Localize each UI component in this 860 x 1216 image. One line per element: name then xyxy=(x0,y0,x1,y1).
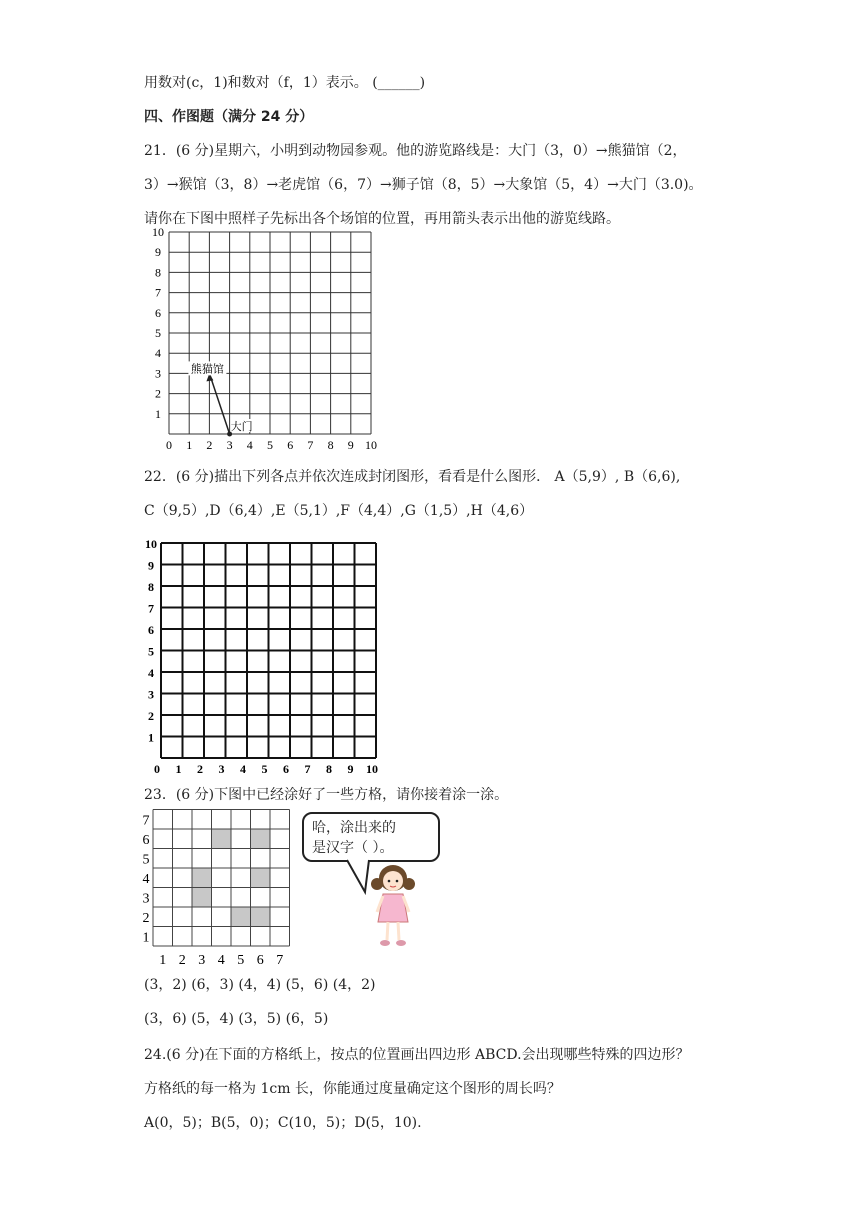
y-tick-label: 3 xyxy=(148,687,154,702)
question-20-tail: 用数对(c，1)和数对（f，1）表示。 (______) xyxy=(144,75,426,91)
zoo-grid xyxy=(140,225,400,456)
y-tick-label: 4 xyxy=(155,346,161,361)
y-tick-label: 1 xyxy=(142,930,150,946)
x-tick-label: 2 xyxy=(178,953,186,968)
shaded-cell xyxy=(212,829,232,849)
y-tick-label: 7 xyxy=(142,813,150,829)
x-tick-label: 2 xyxy=(197,762,203,776)
question-21-line3: 请你在下图中照样子先标出各个场馆的位置，再用箭头表示出他的游览线路。 xyxy=(144,211,620,227)
shaded-cell xyxy=(251,829,271,849)
question-23-points-row1: (3，2) (6，3) (4，4) (5，6) (4，2) xyxy=(144,977,376,993)
question-23-line: 23．(6 分)下图中已经涂好了一些方格，请你接着涂一涂。 xyxy=(144,787,509,803)
x-tick-label: 2 xyxy=(206,438,213,452)
y-tick-label: 2 xyxy=(142,910,150,926)
question-22-line1: 22．(6 分)描出下列各点并依次连成封闭图形，看看是什么图形． A（5,9）, B（6,6), xyxy=(144,469,681,485)
x-tick-label: 7 xyxy=(304,762,311,776)
x-tick-label: 1 xyxy=(159,953,167,968)
question-23-points-row2: (3，6) (5，4) (3，5) (6，5) xyxy=(144,1011,329,1027)
question-21-line2: 3）→猴馆（3，8）→老虎馆（6，7）→狮子馆（8，5）→大象馆（5，4）→大门（3.0)。 xyxy=(144,177,703,193)
x-tick-label: 10 xyxy=(365,438,377,452)
x-tick-label: 9 xyxy=(347,438,354,452)
x-tick-label: 4 xyxy=(217,953,225,968)
x-tick-label: 8 xyxy=(326,762,332,776)
y-tick-label: 10 xyxy=(152,225,164,239)
x-tick-label: 10 xyxy=(366,762,378,776)
shaded-cell xyxy=(251,907,271,927)
y-tick-label: 5 xyxy=(148,644,154,659)
route-arrow-line xyxy=(209,373,229,434)
x-tick-label: 3 xyxy=(226,438,233,452)
y-tick-label: 7 xyxy=(148,601,154,616)
bubble-text-line1: 哈，涂出来的 xyxy=(312,820,396,836)
x-tick-label: 6 xyxy=(256,953,264,968)
y-tick-label: 4 xyxy=(148,666,154,680)
y-tick-label: 6 xyxy=(155,305,161,320)
x-tick-label: 1 xyxy=(186,438,193,452)
shading-grid xyxy=(140,808,300,968)
x-tick-label: 0 xyxy=(166,438,172,452)
x-tick-label: 3 xyxy=(198,953,206,968)
x-tick-label: 5 xyxy=(261,762,268,776)
shaded-cell xyxy=(251,868,271,888)
x-tick-label: 7 xyxy=(307,438,314,452)
x-tick-label: 0 xyxy=(154,762,160,776)
x-tick-label: 9 xyxy=(347,762,354,776)
bubble-text-line2: 是汉字（ ）。 xyxy=(312,840,394,856)
y-tick-label: 8 xyxy=(148,580,154,594)
section-heading: 四、作图题（满分 24 分） xyxy=(144,109,314,125)
shaded-cell xyxy=(231,907,251,927)
y-tick-label: 1 xyxy=(148,730,154,745)
shaded-cell xyxy=(192,888,212,908)
x-tick-label: 3 xyxy=(218,762,225,776)
girl-icon xyxy=(368,862,418,952)
y-tick-label: 9 xyxy=(155,245,161,260)
y-tick-label: 8 xyxy=(155,265,161,280)
question-21-line1: 21．(6 分)星期六，小明到动物园参观。他的游览路线是：大门（3，0）→熊猫馆（2， xyxy=(144,143,687,159)
y-tick-label: 4 xyxy=(142,871,150,887)
y-tick-label: 5 xyxy=(142,852,150,868)
y-tick-label: 2 xyxy=(148,709,154,723)
question-22-line2: C（9,5）,D（6,4）,E（5,1）,F（4,4）,G（1,5）,H（4,6） xyxy=(144,503,534,519)
x-tick-label: 6 xyxy=(287,438,294,452)
y-tick-label: 9 xyxy=(148,558,154,573)
x-tick-label: 4 xyxy=(246,438,253,452)
y-tick-label: 5 xyxy=(155,326,161,340)
question-24-line2: 方格纸的每一格为 1cm 长，你能通过度量确定这个图形的周长吗？ xyxy=(144,1081,561,1097)
x-tick-label: 4 xyxy=(240,762,246,776)
panda-label: 熊猫馆 xyxy=(190,362,224,376)
points-grid xyxy=(140,526,410,776)
speech-bubble xyxy=(302,812,440,862)
question-24-line3: A(0，5)；B(5，0)；C(10，5)；D(5，10). xyxy=(144,1115,422,1131)
gate-label: 大门 xyxy=(230,420,253,433)
x-tick-label: 6 xyxy=(283,762,289,776)
x-tick-label: 5 xyxy=(267,438,273,452)
y-tick-label: 3 xyxy=(142,891,150,907)
y-tick-label: 2 xyxy=(155,386,161,401)
y-tick-label: 10 xyxy=(145,537,157,551)
question-24-line1: 24.(6 分)在下面的方格纸上，按点的位置画出四边形 ABCD.会出现哪些特殊的四边形？ xyxy=(144,1047,690,1063)
x-tick-label: 5 xyxy=(237,953,245,968)
x-tick-label: 8 xyxy=(327,438,334,452)
y-tick-label: 7 xyxy=(155,285,161,300)
x-tick-label: 1 xyxy=(175,762,182,776)
y-tick-label: 1 xyxy=(155,406,161,421)
shaded-cell xyxy=(192,868,212,888)
y-tick-label: 6 xyxy=(148,623,154,637)
y-tick-label: 3 xyxy=(155,366,161,381)
y-tick-label: 6 xyxy=(142,832,150,848)
x-tick-label: 7 xyxy=(276,953,284,968)
